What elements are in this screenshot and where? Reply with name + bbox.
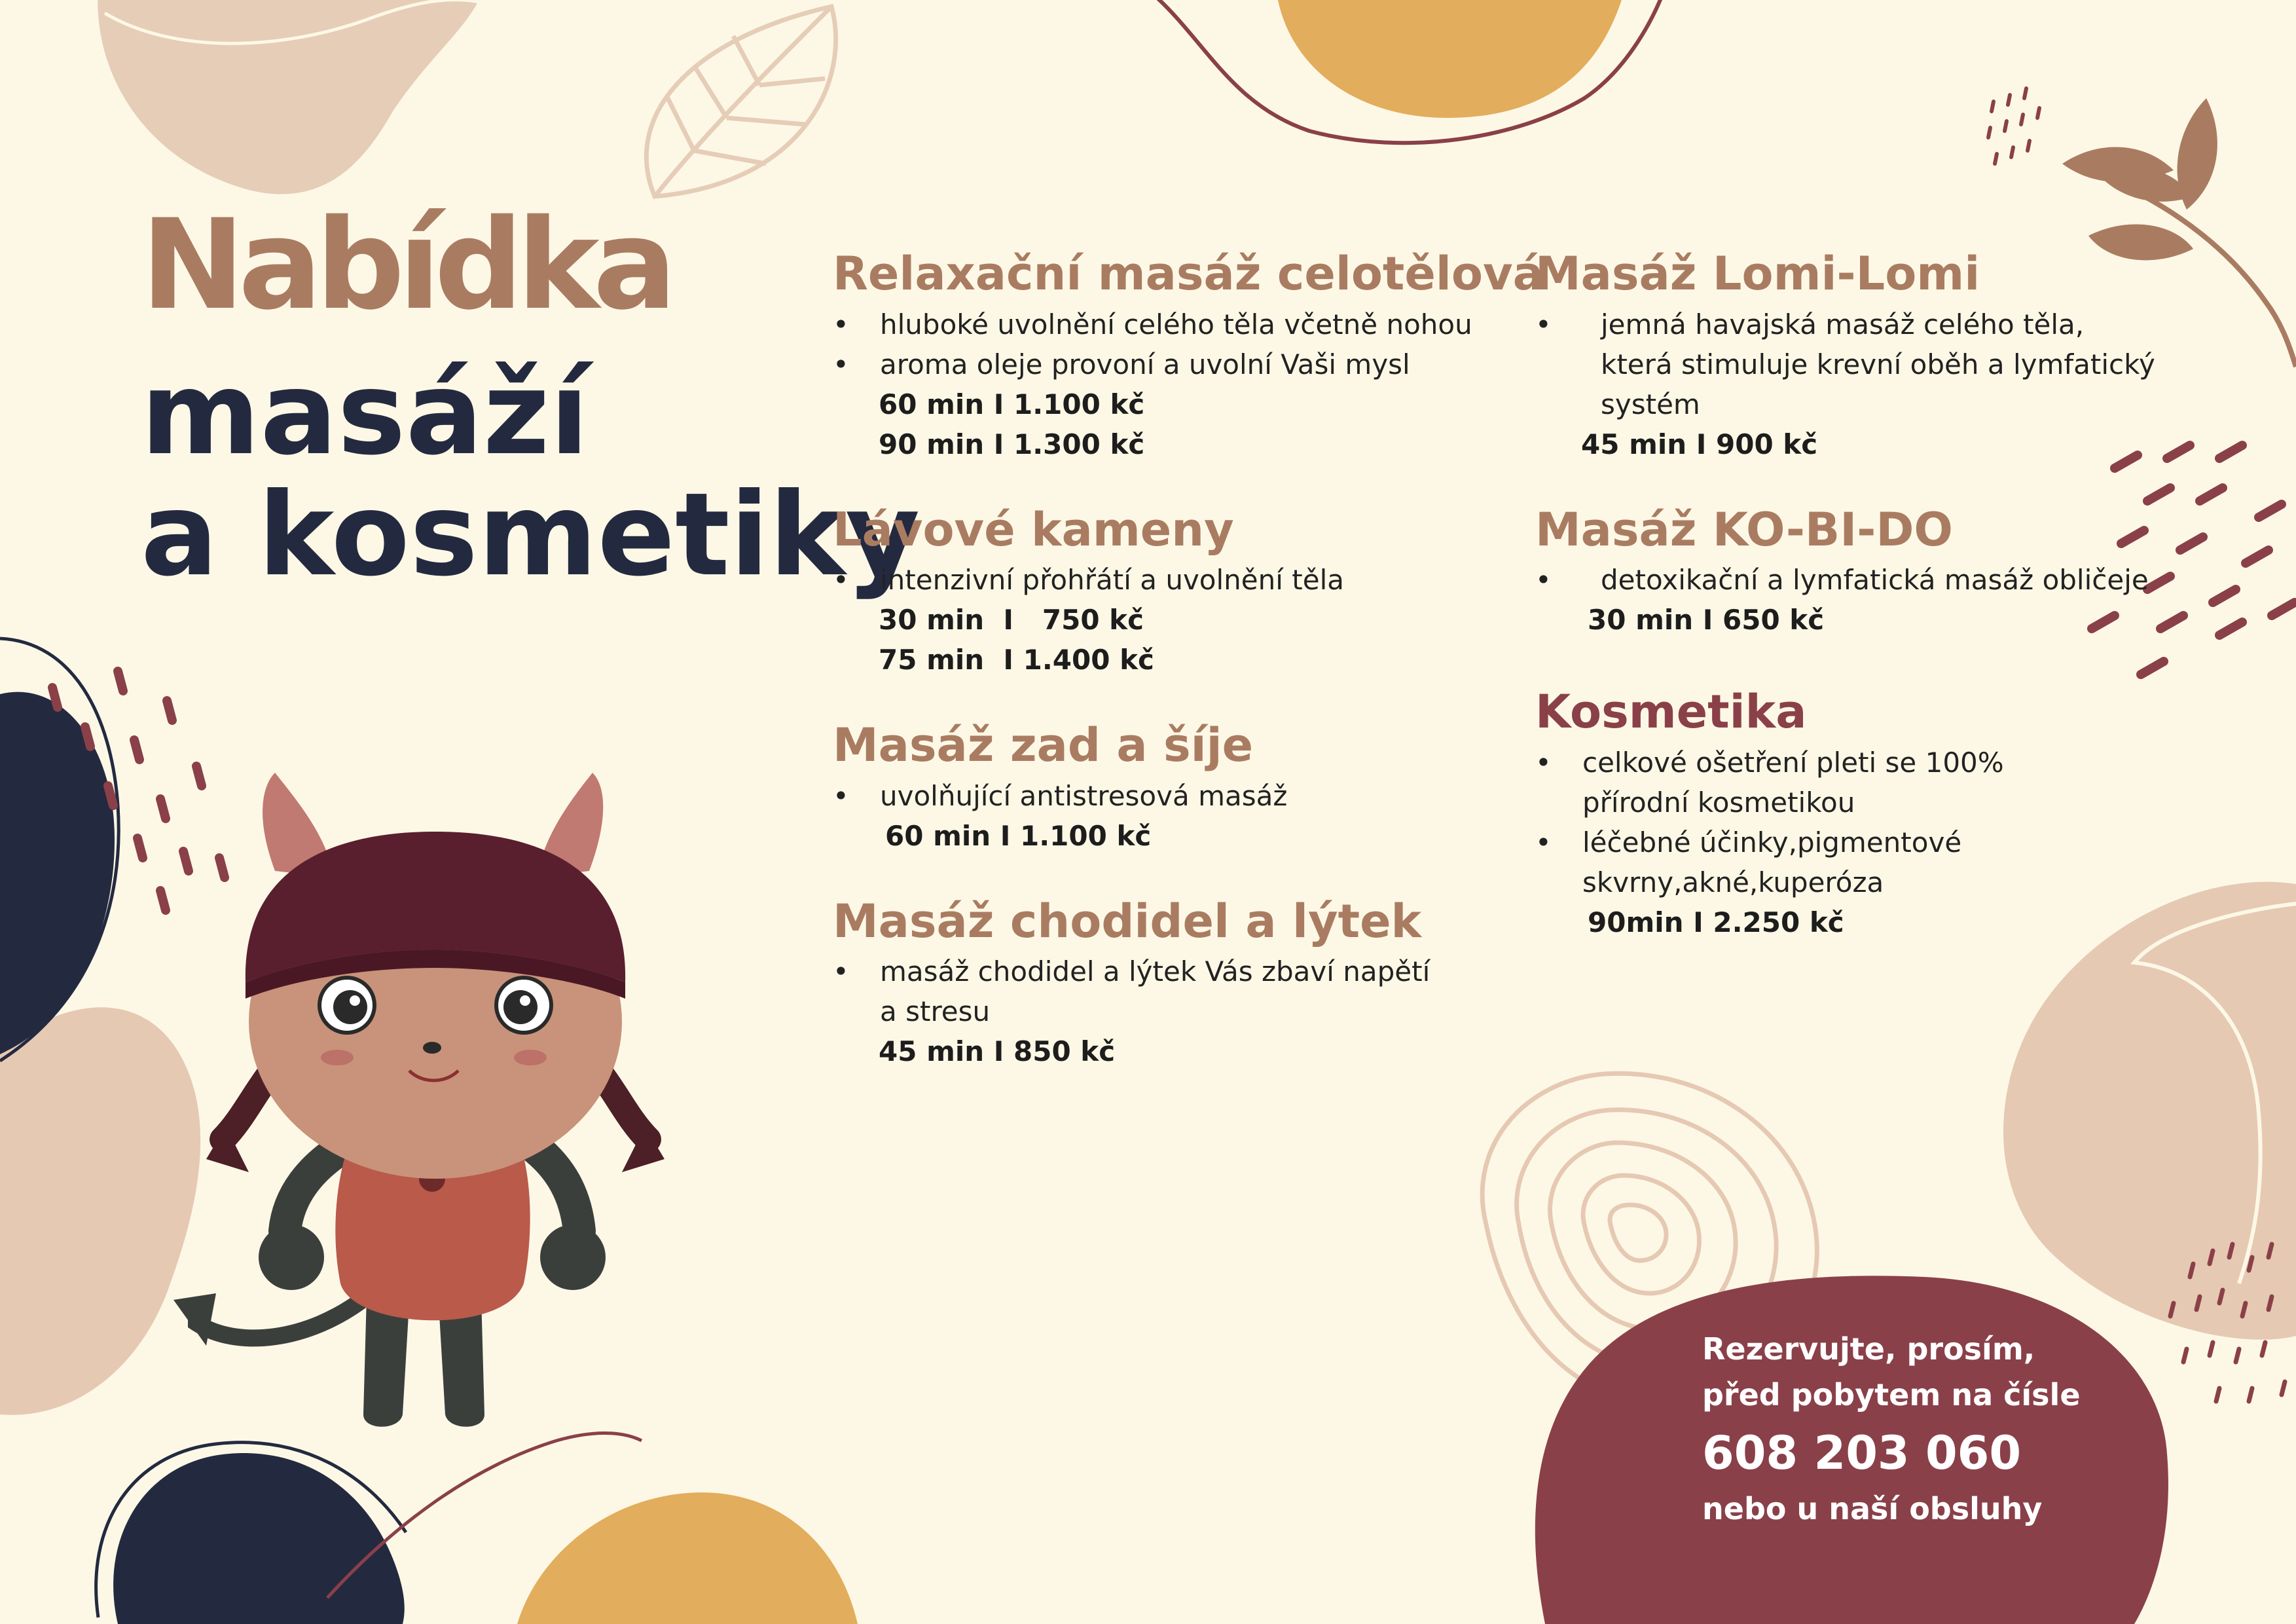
- phone-number[interactable]: 608 203 060: [1702, 1426, 2022, 1480]
- service-title: Kosmetika: [1535, 685, 1807, 739]
- price-line: 90min I 2.250 kč: [1588, 906, 1844, 938]
- service-title: Masáž chodidel a lýtek: [833, 894, 1422, 948]
- blob-bottom-left-navy: [113, 1453, 405, 1624]
- service-title: Masáž zad a šíje: [833, 718, 1254, 772]
- service-relaxation-massage: [833, 247, 1544, 464]
- service-bullets: [1535, 743, 2092, 902]
- service-title: Relaxační masáž celotělová: [833, 247, 1544, 301]
- service-title: Masáž KO-BI-DO: [1535, 502, 1953, 557]
- bullet-item: • aroma oleje provoní a uvolní Vaši mysl: [833, 344, 1487, 384]
- price-line: 30 min I 750 kč: [879, 604, 1144, 636]
- price-line: 75 min I 1.400 kč: [879, 644, 1154, 676]
- dots-top-right: [1988, 88, 2039, 164]
- leaf-outline-icon: [646, 7, 835, 196]
- service-bullets: [833, 304, 1487, 384]
- service-bullets: [833, 951, 1435, 1031]
- service-back-neck-massage: [833, 719, 1487, 856]
- bullet-item: • masáž chodidel a lýtek Vás zbaví napětí a stresu: [833, 951, 1435, 1031]
- service-bullets: [1535, 304, 2164, 424]
- contact-line: Rezervujte, prosím,: [1702, 1331, 2035, 1367]
- service-ko-bi-do: [1535, 504, 2190, 640]
- contact-line: před pobytem na čísle: [1702, 1377, 2081, 1412]
- price-line: 45 min I 850 kč: [879, 1035, 1116, 1067]
- blob-bottom-mustard: [517, 1492, 858, 1624]
- blob-top-left: [98, 0, 484, 194]
- service-bullets: [833, 560, 1487, 600]
- service-foot-calf-massage: [833, 895, 1487, 1072]
- service-lomi-lomi: [1535, 248, 2190, 464]
- price-line: 60 min I 1.100 kč: [879, 388, 1145, 420]
- bullet-item: • celkové ošetření pleti se 100% přírodní kosmetikou: [1535, 743, 2092, 822]
- service-title: Masáž Lomi-Lomi: [1535, 247, 1980, 301]
- reservation-contact: [1702, 1326, 2081, 1532]
- service-bullets: [833, 776, 1487, 816]
- price-line: 90 min I 1.300 kč: [879, 428, 1145, 460]
- devil-mascot-icon: [173, 773, 665, 1427]
- bullet-item: • léčebné účinky,pigmentové skvrny,akné,kuperóza: [1535, 822, 2092, 902]
- price-line: 30 min I 650 kč: [1588, 604, 1825, 636]
- title-massages: masáží: [141, 348, 589, 481]
- price-line: 60 min I 1.100 kč: [885, 819, 1152, 852]
- bullet-item: • detoxikační a lymfatická masáž obličeje: [1535, 560, 2190, 600]
- blob-left-beige: [0, 1007, 200, 1414]
- service-lava-stones: [833, 504, 1487, 680]
- title-offer: Nabídka: [141, 193, 670, 337]
- contact-line: nebo u naší obsluhy: [1702, 1491, 2043, 1526]
- bullet-item: • uvolňující antistresová masáž: [833, 776, 1487, 816]
- bullet-item: • intenzivní přohřátí a uvolnění těla: [833, 560, 1487, 600]
- service-bullets: [1535, 560, 2190, 600]
- title-cosmetics: a kosmetiky: [141, 469, 920, 602]
- service-cosmetics: [1535, 686, 2190, 942]
- service-title: Lávové kameny: [833, 502, 1234, 557]
- services-column-right: [1535, 248, 2190, 942]
- blob-top-mustard: [1277, 0, 1624, 118]
- price-line: 45 min I 900 kč: [1581, 428, 1818, 460]
- bullet-item: • jemná havajská masáž celého těla, která stimuluje krevní oběh a lymfatický systém: [1535, 304, 2164, 424]
- bullet-item: • hluboké uvolnění celého těla včetně nohou: [833, 304, 1487, 344]
- blob-left-navy: [0, 692, 115, 1054]
- services-column-left: [833, 247, 1544, 1071]
